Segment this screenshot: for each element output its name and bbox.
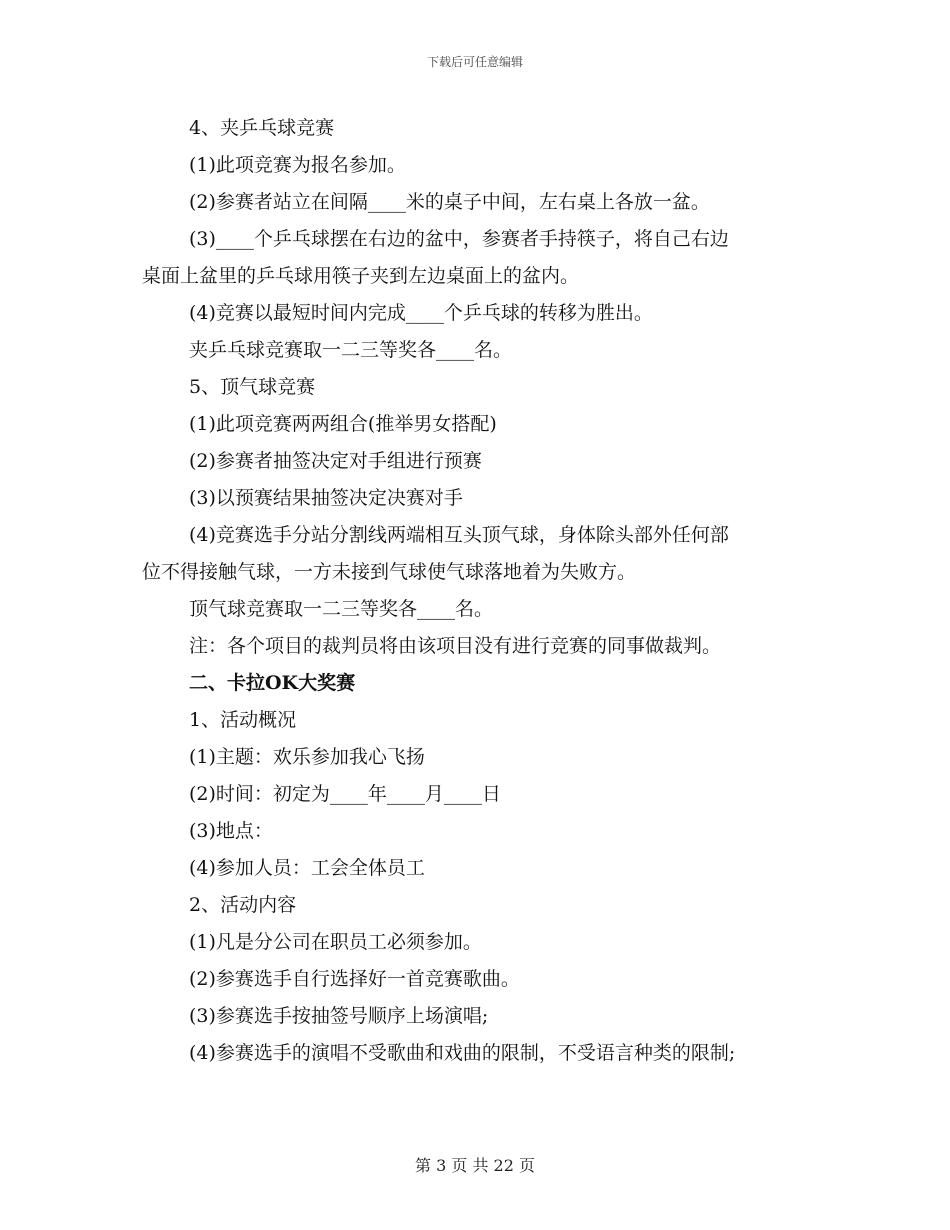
paragraph-line: (4)竞赛以最短时间内完成____个乒乓球的转移为胜出。 bbox=[189, 302, 653, 324]
section-heading-ping-pong: 4、夹乒乓球竞赛 bbox=[189, 117, 335, 139]
subsection-heading-overview: 1、活动概况 bbox=[189, 709, 297, 731]
subsection-heading-content: 2、活动内容 bbox=[189, 894, 297, 916]
paragraph-line: (2)时间：初定为____年____月____日 bbox=[189, 783, 501, 805]
paragraph-line: (4)竞赛选手分站分割线两端相互头顶气球，身体除头部外任何部 bbox=[189, 524, 729, 546]
page-header: 下载后可任意编辑 bbox=[426, 55, 523, 69]
section-heading-balloon: 5、顶气球竞赛 bbox=[189, 376, 316, 398]
paragraph-line: 顶气球竞赛取一二三等奖各____名。 bbox=[189, 598, 494, 620]
paragraph-line: (2)参赛选手自行选择好一首竞赛歌曲。 bbox=[189, 968, 520, 990]
paragraph-line: (3)地点： bbox=[189, 820, 273, 842]
paragraph-line: (1)主题：欢乐参加我心飞扬 bbox=[189, 746, 425, 768]
paragraph-line: (4)参赛选手的演唱不受歌曲和戏曲的限制，不受语言种类的限制; bbox=[189, 1042, 736, 1064]
paragraph-line: (3)____个乒乓球摆在右边的盆中，参赛者手持筷子，将自己右边 bbox=[189, 228, 729, 250]
paragraph-line: (2)参赛者站立在间隔____米的桌子中间，左右桌上各放一盆。 bbox=[189, 191, 710, 213]
paragraph-line: 位不得接触气球，一方未接到气球使气球落地着为失败方。 bbox=[142, 561, 637, 583]
paragraph-line: (1)此项竞赛两两组合(推举男女搭配) bbox=[189, 413, 497, 435]
page-footer: 第 3 页 共 22 页 bbox=[415, 1156, 535, 1175]
paragraph-line: (1)此项竞赛为报名参加。 bbox=[189, 154, 406, 176]
section-heading-karaoke: 二、卡拉OK大奖赛 bbox=[189, 672, 356, 694]
paragraph-line: 夹乒乓球竞赛取一二三等奖各____名。 bbox=[189, 339, 513, 361]
paragraph-line: (3)以预赛结果抽签决定决赛对手 bbox=[189, 487, 463, 509]
paragraph-line: (3)参赛选手按抽签号顺序上场演唱; bbox=[189, 1005, 489, 1027]
paragraph-line: (4)参加人员：工会全体员工 bbox=[189, 857, 425, 879]
paragraph-line: (1)凡是分公司在职员工必须参加。 bbox=[189, 931, 482, 953]
paragraph-line: 桌面上盆里的乒乓球用筷子夹到左边桌面上的盆内。 bbox=[142, 265, 580, 287]
document-body bbox=[142, 110, 822, 1072]
paragraph-line: (2)参赛者抽签决定对手组进行预赛 bbox=[189, 450, 482, 472]
note-line: 注：各个项目的裁判员将由该项目没有进行竞赛的同事做裁判。 bbox=[189, 635, 722, 657]
